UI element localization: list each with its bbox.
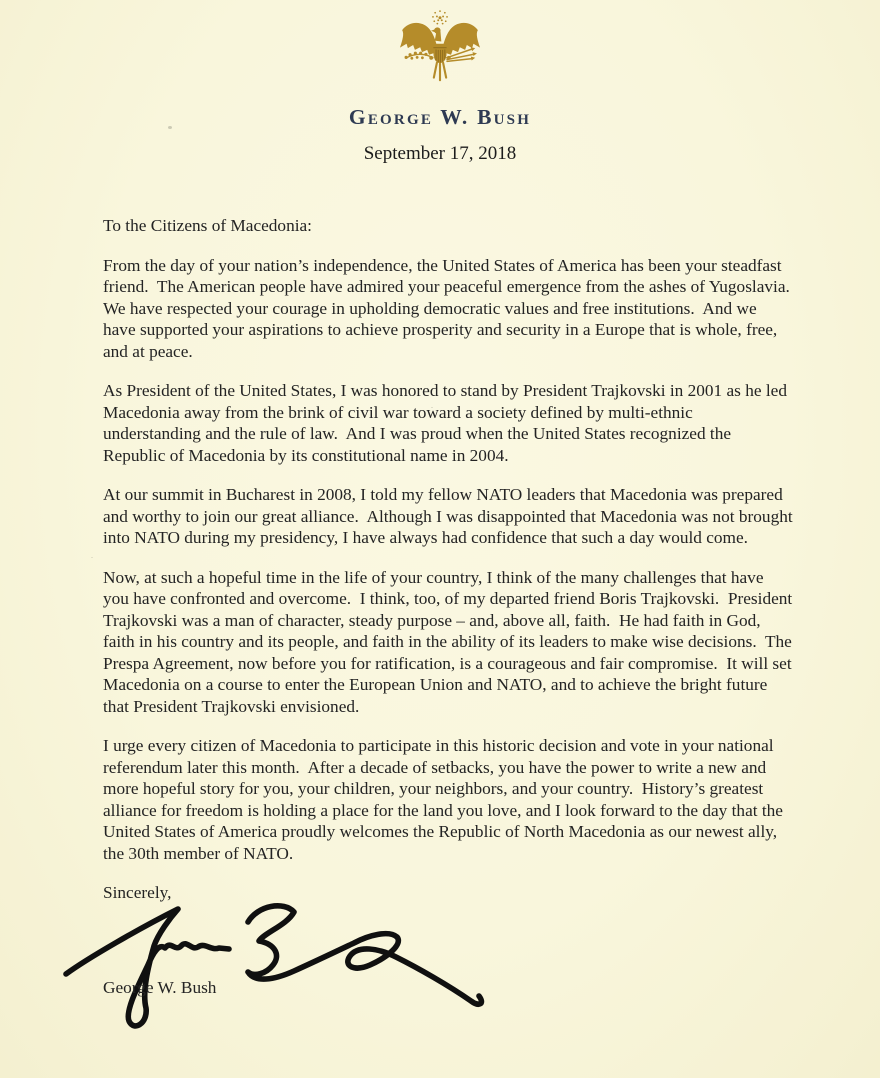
letter-body: [103, 215, 799, 1069]
letterhead: [0, 3, 880, 165]
glory-starburst: [432, 10, 448, 24]
letterhead-sender-name: George W. Bush: [348, 105, 532, 129]
letter-date: September 17, 2018: [363, 143, 517, 164]
presidential-eagle-seal-icon: [396, 3, 484, 95]
salutation: To the Citizens of Macedonia:: [103, 216, 312, 235]
letter-paragraph: As President of the United States, I was honored to stand by President Trajkovski in 2001 as he led Macedonia away from the brink of civil war toward a society defined by multi-ethnic understanding and the rule of law. And I was proud when the United States recognized the Republic of Macedonia by its constitutional name in 2004.: [103, 381, 792, 465]
letter-paragraph: I urge every citizen of Macedonia to participate in this historic decision and vote in your national referendum later this month. After a decade of setbacks, you have the power to write a new and more hopeful story for you, your children, your neighbors, and your country. History’s greatest alliance for freedom is holding a place for the land you love, and I look forward to the day that the United States of America proudly welcomes the Republic of North Macedonia as our newest ally, the 30th member of NATO.: [103, 736, 788, 863]
closing-sincerely: Sincerely,: [103, 883, 172, 902]
letter-paragraph: From the day of your nation’s independence, the United States of America has been your steadfast friend. The American people have admired your peaceful emergence from the ashes of Yugoslavia. We have respected your courage in upholding democratic values and free institutions. And we have supported your aspirations to achieve prosperity and security in a Europe that is whole, free, and at peace.: [103, 255, 799, 361]
handwritten-signature: [58, 892, 508, 1042]
signature-block: [103, 904, 793, 1069]
typed-signature-name: George W. Bush: [103, 977, 217, 997]
letter-paragraph: At our summit in Bucharest in 2008, I told my fellow NATO leaders that Macedonia was prepared and worthy to join our great alliance. Although I was disappointed that Macedonia was not brought into NATO during my presidency, I have always had confidence that such a day would come.: [103, 485, 797, 547]
letter-paragraph: Now, at such a hopeful time in the life of your country, I think of the many challenges that have you have confronted and overcome. I think, too, of my departed friend Boris Trajkovski. President Trajkovski was a man of character, steady purpose – and, above all, faith. He had faith in God, faith in his country and its people, and faith in the ability of its leaders to make wise decisions. The Prespa Agreement, now before you for ratification, is a courageous and fair compromise. It will set Macedonia on a course to enter the European Union and NATO, and to achieve the bright future that President Trajkovski envisioned.: [103, 567, 797, 716]
